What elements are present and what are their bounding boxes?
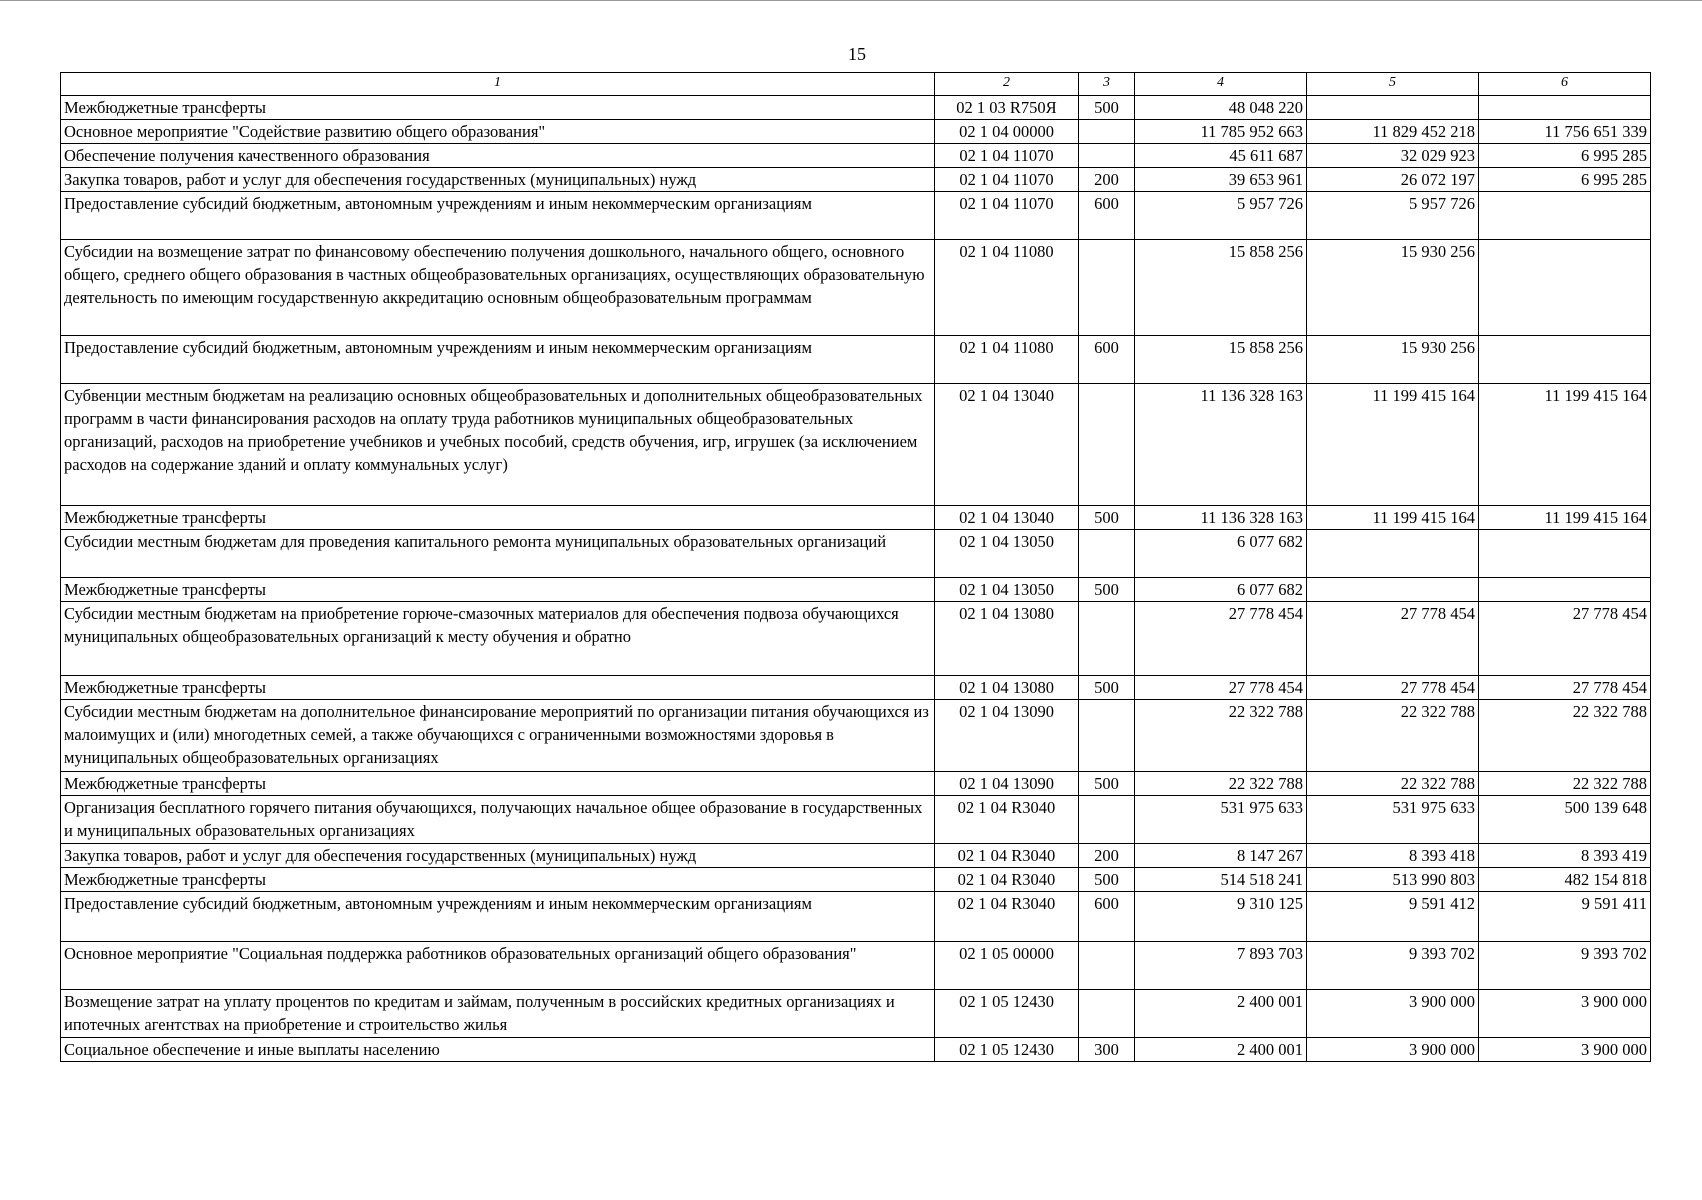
row-vr: 500 xyxy=(1079,96,1135,120)
table-row xyxy=(61,578,1651,602)
column-header-4: 4 xyxy=(1135,73,1307,96)
row-value-4: 11 136 328 163 xyxy=(1135,384,1307,506)
table-row xyxy=(61,844,1651,868)
row-code: 02 1 04 13050 xyxy=(935,530,1079,578)
row-code: 02 1 04 13050 xyxy=(935,578,1079,602)
row-value-6: 3 900 000 xyxy=(1479,990,1651,1038)
row-code: 02 1 04 11080 xyxy=(935,336,1079,384)
row-name: Межбюджетные трансферты xyxy=(61,578,935,602)
table-row xyxy=(61,168,1651,192)
row-vr: 600 xyxy=(1079,336,1135,384)
row-value-6: 3 900 000 xyxy=(1479,1038,1651,1062)
row-value-5: 15 930 256 xyxy=(1307,336,1479,384)
table-row xyxy=(61,336,1651,384)
row-value-4: 11 136 328 163 xyxy=(1135,506,1307,530)
row-value-5: 26 072 197 xyxy=(1307,168,1479,192)
table-row xyxy=(61,96,1651,120)
row-value-6 xyxy=(1479,96,1651,120)
table-row xyxy=(61,990,1651,1038)
table-row xyxy=(61,240,1651,336)
row-value-5 xyxy=(1307,530,1479,578)
row-value-6 xyxy=(1479,530,1651,578)
row-value-6: 22 322 788 xyxy=(1479,772,1651,796)
row-code: 02 1 04 11070 xyxy=(935,192,1079,240)
row-value-6: 22 322 788 xyxy=(1479,700,1651,772)
row-code: 02 1 04 R3040 xyxy=(935,796,1079,844)
row-code: 02 1 04 11080 xyxy=(935,240,1079,336)
table-row xyxy=(61,892,1651,942)
row-code: 02 1 04 13040 xyxy=(935,384,1079,506)
row-value-5: 11 199 415 164 xyxy=(1307,384,1479,506)
row-code: 02 1 03 R750Я xyxy=(935,96,1079,120)
row-vr xyxy=(1079,144,1135,168)
column-header-3: 3 xyxy=(1079,73,1135,96)
row-name: Субсидии местным бюджетам на дополнительное финансирование мероприятий по организации питания обучающихся из малоимущих и (или) многодетных семей, а также обучающихся с ограниченными возможностями здоровья в муниципальных общеобразовательных организациях xyxy=(61,700,935,772)
table-row xyxy=(61,506,1651,530)
row-value-5 xyxy=(1307,578,1479,602)
row-code: 02 1 04 R3040 xyxy=(935,892,1079,942)
budget-table xyxy=(60,72,1651,1062)
row-name: Межбюджетные трансферты xyxy=(61,868,935,892)
row-value-4: 27 778 454 xyxy=(1135,676,1307,700)
row-code: 02 1 04 13090 xyxy=(935,700,1079,772)
row-vr xyxy=(1079,240,1135,336)
table-row xyxy=(61,384,1651,506)
row-value-5: 27 778 454 xyxy=(1307,602,1479,676)
row-name: Закупка товаров, работ и услуг для обеспечения государственных (муниципальных) нужд xyxy=(61,844,935,868)
row-name: Социальное обеспечение и иные выплаты населению xyxy=(61,1038,935,1062)
row-code: 02 1 04 00000 xyxy=(935,120,1079,144)
row-value-4: 11 785 952 663 xyxy=(1135,120,1307,144)
row-value-5: 9 393 702 xyxy=(1307,942,1479,990)
row-value-6: 27 778 454 xyxy=(1479,602,1651,676)
table-row xyxy=(61,530,1651,578)
row-name: Возмещение затрат на уплату процентов по кредитам и займам, полученным в российских кредитных организациях и ипотечных агентствах на приобретение и строительство жилья xyxy=(61,990,935,1038)
table-row xyxy=(61,868,1651,892)
row-name: Предоставление субсидий бюджетным, автономным учреждениям и иным некоммерческим организациям xyxy=(61,892,935,942)
row-vr: 300 xyxy=(1079,1038,1135,1062)
row-value-4: 5 957 726 xyxy=(1135,192,1307,240)
table-row xyxy=(61,700,1651,772)
row-code: 02 1 05 12430 xyxy=(935,1038,1079,1062)
column-header-6: 6 xyxy=(1479,73,1651,96)
table-row xyxy=(61,144,1651,168)
row-value-6: 11 756 651 339 xyxy=(1479,120,1651,144)
row-value-5: 32 029 923 xyxy=(1307,144,1479,168)
row-value-4: 6 077 682 xyxy=(1135,530,1307,578)
row-value-6 xyxy=(1479,578,1651,602)
row-value-5: 22 322 788 xyxy=(1307,772,1479,796)
table-row xyxy=(61,772,1651,796)
row-vr: 500 xyxy=(1079,868,1135,892)
column-header-2: 2 xyxy=(935,73,1079,96)
row-code: 02 1 04 R3040 xyxy=(935,868,1079,892)
row-vr: 500 xyxy=(1079,578,1135,602)
row-code: 02 1 04 13090 xyxy=(935,772,1079,796)
table-body xyxy=(61,96,1651,1062)
row-name: Предоставление субсидий бюджетным, автономным учреждениям и иным некоммерческим организациям xyxy=(61,192,935,240)
row-name: Межбюджетные трансферты xyxy=(61,506,935,530)
row-code: 02 1 04 13080 xyxy=(935,602,1079,676)
table-row xyxy=(61,120,1651,144)
row-value-5: 11 199 415 164 xyxy=(1307,506,1479,530)
row-name: Межбюджетные трансферты xyxy=(61,96,935,120)
row-value-5: 531 975 633 xyxy=(1307,796,1479,844)
row-value-5: 3 900 000 xyxy=(1307,990,1479,1038)
table-row xyxy=(61,942,1651,990)
row-value-4: 22 322 788 xyxy=(1135,700,1307,772)
row-name: Основное мероприятие "Содействие развитию общего образования" xyxy=(61,120,935,144)
row-value-6: 27 778 454 xyxy=(1479,676,1651,700)
row-name: Организация бесплатного горячего питания обучающихся, получающих начальное общее образование в государственных и муниципальных образовательных организациях xyxy=(61,796,935,844)
row-value-6: 482 154 818 xyxy=(1479,868,1651,892)
row-vr: 200 xyxy=(1079,844,1135,868)
row-vr xyxy=(1079,796,1135,844)
row-value-4: 45 611 687 xyxy=(1135,144,1307,168)
row-value-6: 6 995 285 xyxy=(1479,144,1651,168)
row-name: Субвенции местным бюджетам на реализацию основных общеобразовательных и дополнительных общеобразовательных программ в части финансирования расходов на оплату труда работников муниципальных общеобразовательных организаций, расходов на приобретение учебников и учебных пособий, средств обучения, игр, игрушек (за исключением расходов на содержание зданий и оплату коммунальных услуг) xyxy=(61,384,935,506)
row-vr: 600 xyxy=(1079,892,1135,942)
row-value-4: 15 858 256 xyxy=(1135,240,1307,336)
row-vr: 200 xyxy=(1079,168,1135,192)
row-name: Межбюджетные трансферты xyxy=(61,772,935,796)
row-value-4: 531 975 633 xyxy=(1135,796,1307,844)
row-name: Основное мероприятие "Социальная поддержка работников образовательных организаций общего образования" xyxy=(61,942,935,990)
column-header-1: 1 xyxy=(61,73,935,96)
row-value-6: 6 995 285 xyxy=(1479,168,1651,192)
row-vr: 600 xyxy=(1079,192,1135,240)
row-code: 02 1 04 13040 xyxy=(935,506,1079,530)
row-code: 02 1 04 11070 xyxy=(935,168,1079,192)
row-vr xyxy=(1079,942,1135,990)
row-name: Субсидии местным бюджетам на приобретение горюче-смазочных материалов для обеспечения подвоза обучающихся муниципальных общеобразовательных организаций к месту обучения и обратно xyxy=(61,602,935,676)
row-vr xyxy=(1079,530,1135,578)
row-value-5: 22 322 788 xyxy=(1307,700,1479,772)
row-vr: 500 xyxy=(1079,676,1135,700)
row-code: 02 1 04 11070 xyxy=(935,144,1079,168)
row-value-6 xyxy=(1479,240,1651,336)
row-name: Предоставление субсидий бюджетным, автономным учреждениям и иным некоммерческим организациям xyxy=(61,336,935,384)
row-name: Субсидии местным бюджетам для проведения капитального ремонта муниципальных образовательных организаций xyxy=(61,530,935,578)
row-value-4: 9 310 125 xyxy=(1135,892,1307,942)
row-value-4: 6 077 682 xyxy=(1135,578,1307,602)
row-vr: 500 xyxy=(1079,506,1135,530)
row-value-4: 39 653 961 xyxy=(1135,168,1307,192)
row-value-5: 8 393 418 xyxy=(1307,844,1479,868)
row-value-6: 500 139 648 xyxy=(1479,796,1651,844)
column-number-row xyxy=(61,73,1651,96)
table-row xyxy=(61,602,1651,676)
row-value-6: 9 591 411 xyxy=(1479,892,1651,942)
row-vr xyxy=(1079,384,1135,506)
row-value-6: 9 393 702 xyxy=(1479,942,1651,990)
row-name: Закупка товаров, работ и услуг для обеспечения государственных (муниципальных) нужд xyxy=(61,168,935,192)
row-vr xyxy=(1079,120,1135,144)
table-row xyxy=(61,796,1651,844)
row-value-5: 5 957 726 xyxy=(1307,192,1479,240)
row-value-5: 11 829 452 218 xyxy=(1307,120,1479,144)
row-value-4: 22 322 788 xyxy=(1135,772,1307,796)
table-row xyxy=(61,192,1651,240)
page-number: 15 xyxy=(848,44,866,64)
row-value-6 xyxy=(1479,336,1651,384)
row-value-4: 27 778 454 xyxy=(1135,602,1307,676)
row-vr xyxy=(1079,990,1135,1038)
row-value-5: 9 591 412 xyxy=(1307,892,1479,942)
row-value-4: 48 048 220 xyxy=(1135,96,1307,120)
row-value-5: 27 778 454 xyxy=(1307,676,1479,700)
row-name: Субсидии на возмещение затрат по финансовому обеспечению получения дошкольного, начального общего, основного общего, среднего общего образования в частных общеобразовательных организациях, осуществляющих образовательную деятельность по имеющим государственную аккредитацию основным общеобразовательным программам xyxy=(61,240,935,336)
row-value-6 xyxy=(1479,192,1651,240)
row-vr xyxy=(1079,700,1135,772)
row-value-6: 11 199 415 164 xyxy=(1479,506,1651,530)
row-value-4: 15 858 256 xyxy=(1135,336,1307,384)
top-scan-edge xyxy=(0,0,1702,1)
row-value-4: 8 147 267 xyxy=(1135,844,1307,868)
row-value-6: 11 199 415 164 xyxy=(1479,384,1651,506)
row-vr xyxy=(1079,602,1135,676)
row-name: Обеспечение получения качественного образования xyxy=(61,144,935,168)
row-code: 02 1 05 00000 xyxy=(935,942,1079,990)
row-value-4: 2 400 001 xyxy=(1135,1038,1307,1062)
row-value-4: 7 893 703 xyxy=(1135,942,1307,990)
row-value-6: 8 393 419 xyxy=(1479,844,1651,868)
row-value-5: 513 990 803 xyxy=(1307,868,1479,892)
row-vr: 500 xyxy=(1079,772,1135,796)
row-code: 02 1 04 R3040 xyxy=(935,844,1079,868)
row-code: 02 1 05 12430 xyxy=(935,990,1079,1038)
row-value-5 xyxy=(1307,96,1479,120)
row-value-4: 2 400 001 xyxy=(1135,990,1307,1038)
row-name: Межбюджетные трансферты xyxy=(61,676,935,700)
row-value-4: 514 518 241 xyxy=(1135,868,1307,892)
column-header-5: 5 xyxy=(1307,73,1479,96)
row-value-5: 3 900 000 xyxy=(1307,1038,1479,1062)
row-value-5: 15 930 256 xyxy=(1307,240,1479,336)
table-row xyxy=(61,1038,1651,1062)
row-code: 02 1 04 13080 xyxy=(935,676,1079,700)
table-row xyxy=(61,676,1651,700)
